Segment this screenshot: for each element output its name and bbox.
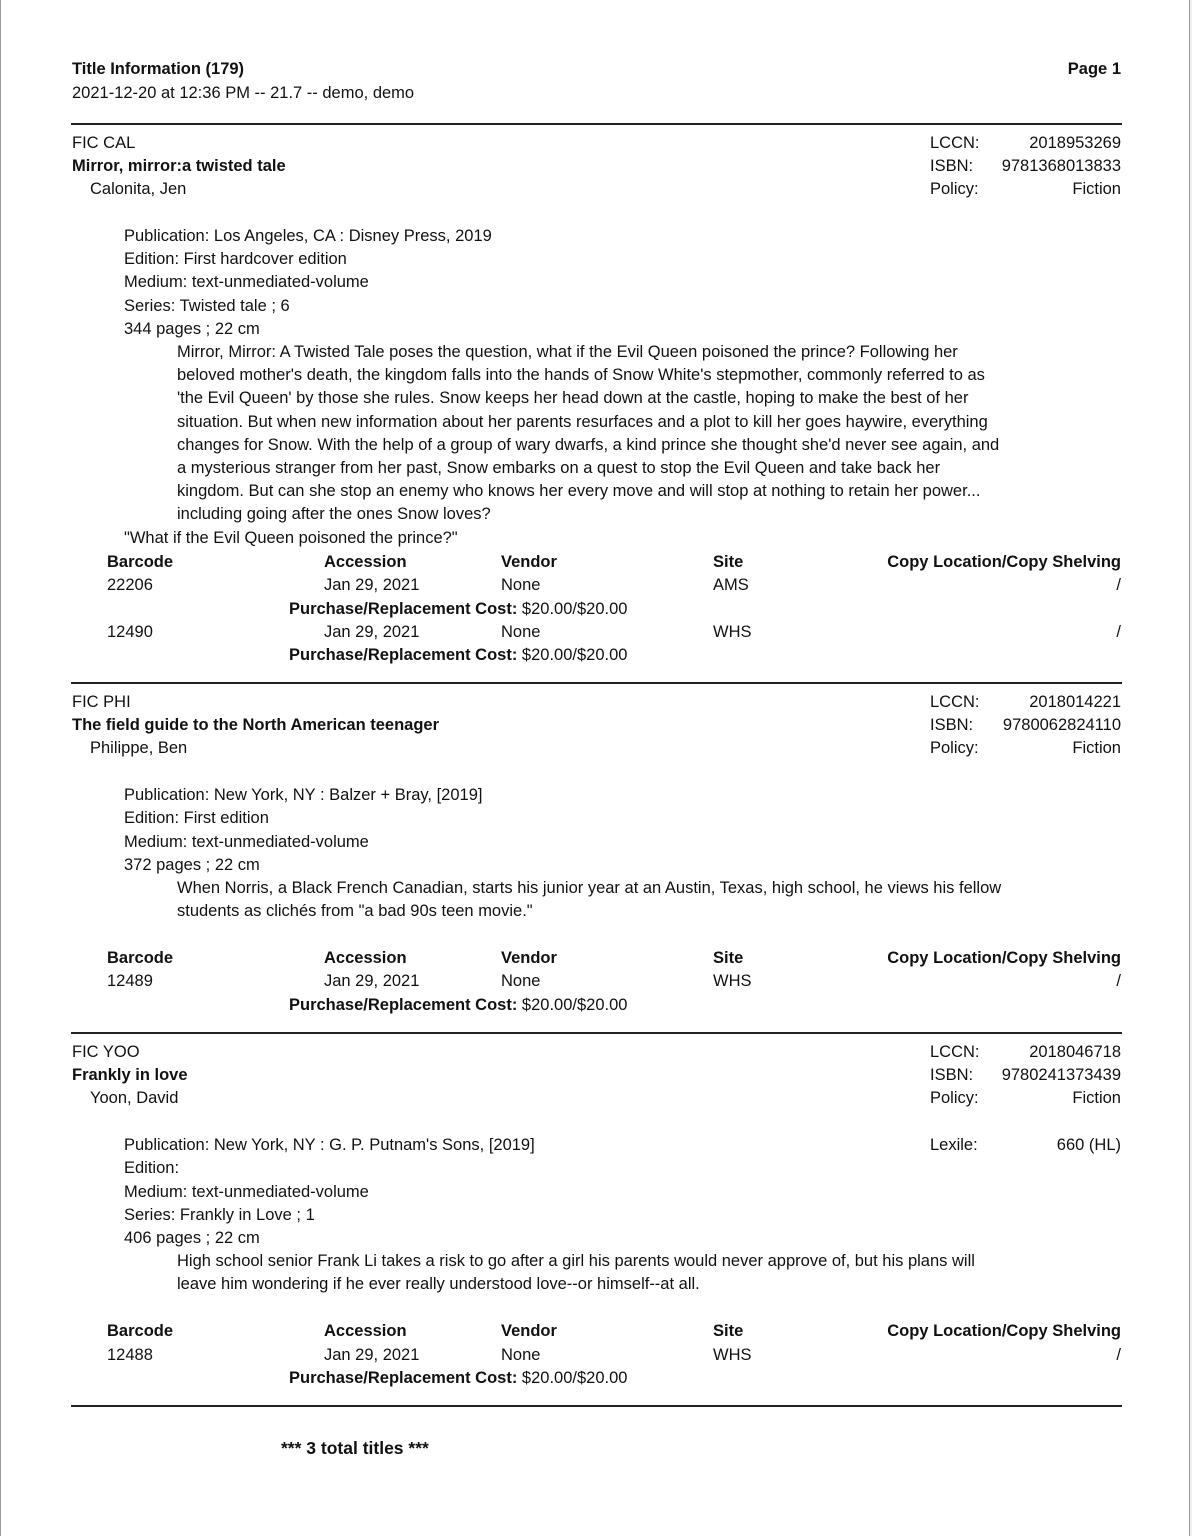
barcode-header: Barcode: [107, 1322, 174, 1340]
site-header: Site: [713, 553, 744, 571]
summary: When Norris, a Black French Canadian, starts his junior year at an Austin, Texas, high school, he views his fellow students as clichés from "a bad 90s teen movie.": [177, 879, 1002, 921]
pages: 372 pages ; 22 cm: [124, 856, 260, 874]
copy-cost: [289, 1368, 627, 1388]
section-divider: [71, 1032, 1122, 1034]
call-number: FIC CAL: [72, 134, 136, 152]
lexile-label: Lexile:: [930, 1136, 978, 1154]
book-author: Calonita, Jen: [90, 180, 187, 198]
call-number: FIC PHI: [72, 693, 131, 711]
lccn-label: LCCN:: [930, 693, 980, 711]
lccn-label: LCCN:: [930, 134, 980, 152]
edition: Edition: First hardcover edition: [124, 250, 347, 268]
cost-value: $20.00/$20.00: [521, 646, 628, 664]
edition: Edition: First edition: [124, 809, 269, 827]
site-header: Site: [713, 1322, 744, 1340]
publication: Publication: New York, NY : Balzer + Bray, [2019]: [124, 786, 483, 804]
summary: Mirror, Mirror: A Twisted Tale poses the question, what if the Evil Queen poisoned the prince? Following her beloved mother's death, the kingdom falls into the hands of Snow White's stepmother, commonly referred to as 'the Evil Queen' by those she rules. Snow keeps her head down at the castle, hoping to make the best of her situation. But when new information about her parents resurfaces and a plot to kill her goes haywire, everything changes for Snow. With the help of a group of wary dwarfs, a kind prince she thought she'd never see again, and a mysterious stranger from her past, Snow embarks on a quest to stop the Evil Queen and take back her kingdom. But can she stop an enemy who knows her every move and will stop at nothing to retain her power... including going after the ones Snow loves?: [177, 343, 1000, 524]
copy-accession: Jan 29, 2021: [324, 576, 420, 594]
isbn-value: 9780241373439: [1001, 1066, 1121, 1084]
vendor-header: Vendor: [501, 1322, 557, 1340]
medium: Medium: text-unmediated-volume: [124, 273, 369, 291]
pages: 406 pages ; 22 cm: [124, 1229, 260, 1247]
copy-location: /: [1116, 623, 1121, 641]
copy-barcode: 12490: [107, 623, 153, 641]
medium: Medium: text-unmediated-volume: [124, 833, 369, 851]
lccn-value: 2018953269: [1029, 134, 1121, 152]
book-title: Mirror, mirror:a twisted tale: [72, 157, 286, 175]
cost-value: $20.00/$20.00: [521, 600, 628, 618]
cost-label: Purchase/Replacement Cost:: [289, 646, 518, 664]
policy-value: Fiction: [1072, 1089, 1121, 1107]
copy-accession: Jan 29, 2021: [324, 623, 420, 641]
barcode-header: Barcode: [107, 949, 174, 967]
vendor-header: Vendor: [501, 949, 557, 967]
section-divider: [71, 682, 1122, 684]
copy-vendor: None: [501, 623, 541, 641]
copy-vendor: None: [501, 972, 541, 990]
isbn-value: 9781368013833: [1001, 157, 1121, 175]
copy-location-header: Copy Location/Copy Shelving: [887, 1322, 1121, 1340]
site-header: Site: [713, 949, 744, 967]
lccn-value: 2018014221: [1029, 693, 1121, 711]
publication: Publication: Los Angeles, CA : Disney Press, 2019: [124, 227, 492, 245]
vendor-header: Vendor: [501, 553, 557, 571]
section-divider: [71, 123, 1122, 125]
copy-location: /: [1116, 1346, 1121, 1364]
medium: Medium: text-unmediated-volume: [124, 1183, 369, 1201]
book-title: Frankly in love: [72, 1066, 188, 1084]
publication: Publication: New York, NY : G. P. Putnam's Sons, [2019]: [124, 1136, 535, 1154]
cost-label: Purchase/Replacement Cost:: [289, 996, 518, 1014]
isbn-value: 9780062824110: [1002, 716, 1121, 734]
cost-value: $20.00/$20.00: [521, 996, 628, 1014]
copy-location-header: Copy Location/Copy Shelving: [887, 553, 1121, 571]
call-number: FIC YOO: [72, 1043, 140, 1061]
accession-header: Accession: [324, 1322, 407, 1340]
report-title: Title Information (179): [72, 60, 245, 78]
cost-value: $20.00/$20.00: [521, 1369, 628, 1387]
section-divider: [71, 1405, 1122, 1407]
isbn-label: ISBN:: [930, 157, 974, 175]
copy-vendor: None: [501, 1346, 541, 1364]
copy-accession: Jan 29, 2021: [324, 972, 420, 990]
copy-location: /: [1116, 576, 1121, 594]
lexile-value: 660 (HL): [1056, 1136, 1121, 1154]
lccn-value: 2018046718: [1029, 1043, 1121, 1061]
copy-site: WHS: [713, 623, 752, 641]
policy-value: Fiction: [1072, 180, 1121, 198]
copy-site: AMS: [713, 576, 749, 594]
summary: High school senior Frank Li takes a risk to go after a girl his parents would never approve of, but his plans will leave him wondering if he ever really understood love--or himself--at all.: [177, 1252, 975, 1294]
total-titles: *** 3 total titles ***: [281, 1438, 429, 1458]
copy-barcode: 12489: [107, 972, 153, 990]
isbn-label: ISBN:: [930, 1066, 974, 1084]
book-author: Yoon, David: [90, 1089, 179, 1107]
note: "What if the Evil Queen poisoned the prince?": [124, 529, 458, 547]
copy-location-header: Copy Location/Copy Shelving: [887, 949, 1121, 967]
isbn-label: ISBN:: [930, 716, 974, 734]
copy-barcode: 22206: [107, 576, 153, 594]
policy-value: Fiction: [1072, 739, 1121, 757]
pages: 344 pages ; 22 cm: [124, 320, 260, 338]
policy-label: Policy:: [930, 739, 979, 757]
copy-barcode: 12488: [107, 1346, 153, 1364]
copy-accession: Jan 29, 2021: [324, 1346, 420, 1364]
policy-label: Policy:: [930, 1089, 979, 1107]
copy-site: WHS: [713, 1346, 752, 1364]
accession-header: Accession: [324, 949, 407, 967]
copy-vendor: None: [501, 576, 541, 594]
copy-site: WHS: [713, 972, 752, 990]
report-subtitle: 2021-12-20 at 12:36 PM -- 21.7 -- demo, demo: [72, 84, 415, 102]
copy-cost: [289, 599, 627, 619]
copy-cost: [289, 645, 627, 665]
edition: Edition:: [124, 1159, 180, 1177]
page-number: Page 1: [1067, 60, 1121, 78]
accession-header: Accession: [324, 553, 407, 571]
series: Series: Twisted tale ; 6: [124, 297, 290, 315]
copy-cost: [289, 995, 627, 1015]
barcode-header: Barcode: [107, 553, 174, 571]
copy-location: /: [1116, 972, 1121, 990]
cost-label: Purchase/Replacement Cost:: [289, 1369, 518, 1387]
policy-label: Policy:: [930, 180, 979, 198]
book-author: Philippe, Ben: [90, 739, 188, 757]
series: Series: Frankly in Love ; 1: [124, 1206, 315, 1224]
lccn-label: LCCN:: [930, 1043, 980, 1061]
cost-label: Purchase/Replacement Cost:: [289, 600, 518, 618]
book-title: The field guide to the North American teenager: [72, 716, 440, 734]
